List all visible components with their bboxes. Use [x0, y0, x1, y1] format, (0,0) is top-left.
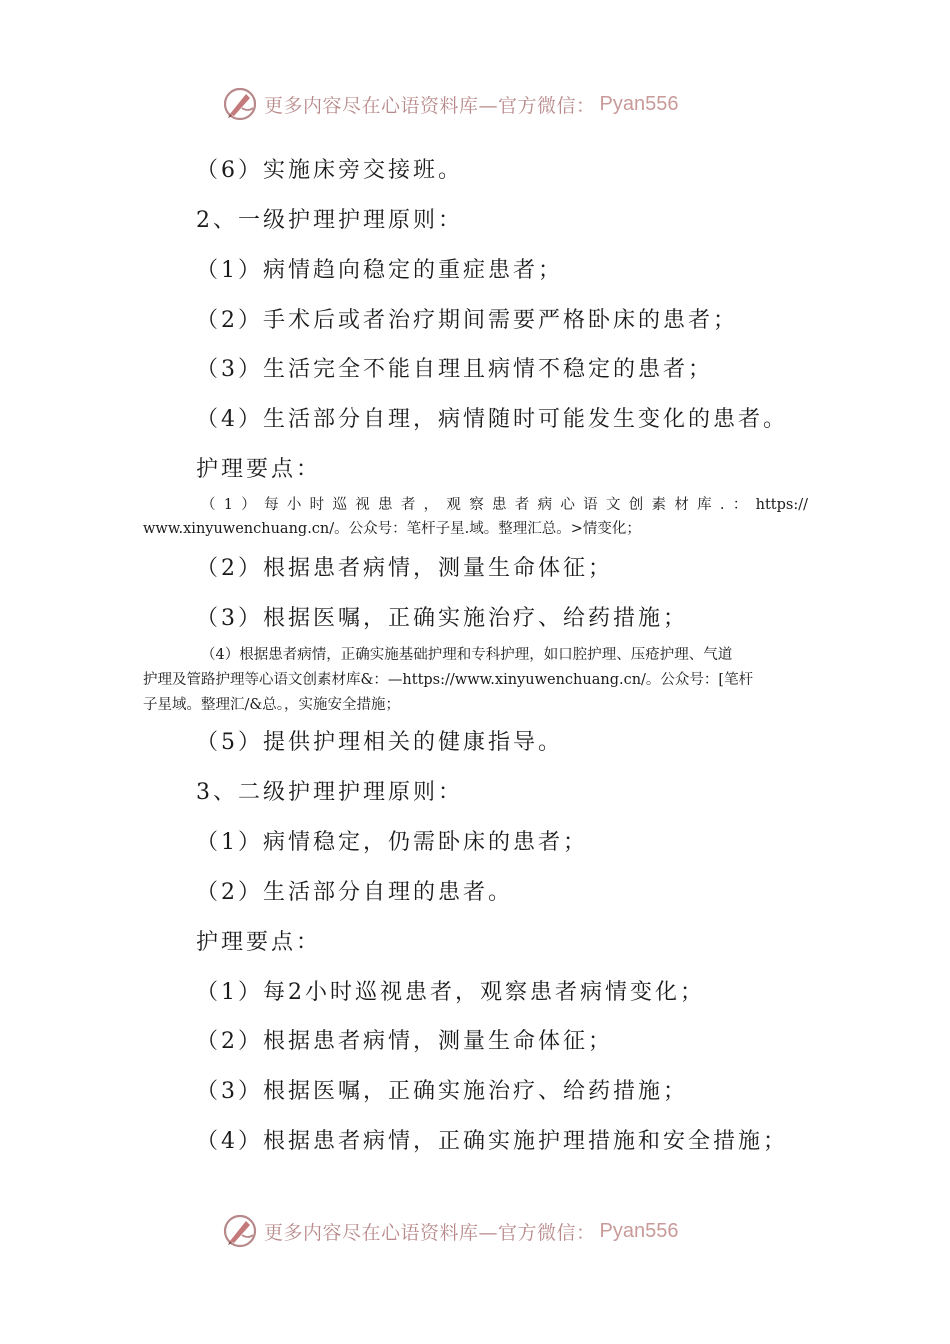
- pen-logo-icon: [222, 1213, 258, 1249]
- text-line: （2）根据患者病情，测量生命体征；: [196, 1029, 613, 1054]
- text-line: （4）根据患者病情，正确实施基础护理和专科护理，如口腔护理、压疮护理、气道: [201, 647, 733, 663]
- text-line: （1）每2小时巡视患者，观察患者病情变化；: [196, 980, 705, 1005]
- subheading: 护理要点：: [196, 930, 322, 955]
- text-line: （1）每小时巡视患者，观察患者病心语文创素材库.：https://: [201, 497, 808, 513]
- text-line: （1）病情趋向稳定的重症患者；: [196, 258, 563, 283]
- watermark-paragraph: [143, 493, 808, 541]
- text-line: （3）根据医嘱，正确实施治疗、给药措施；: [196, 606, 688, 631]
- text-line: （2）生活部分自理的患者。: [196, 880, 513, 905]
- text-line: （2）手术后或者治疗期间需要严格卧床的患者；: [196, 308, 738, 333]
- banner-text: 更多内容尽在心语资料库—官方微信：: [264, 1221, 596, 1244]
- section-heading: 2、一级护理护理原则：: [196, 208, 463, 233]
- section-heading: 3、二级护理护理原则：: [196, 780, 463, 805]
- pen-logo-icon: [222, 86, 258, 122]
- watermark-paragraph: [143, 643, 808, 718]
- text-line: （4）根据患者病情，正确实施护理措施和安全措施；: [196, 1129, 788, 1154]
- text-line: www.xinyuwenchuang.cn/。公众号：笔杆子星.域。整理汇总。>情变化；: [143, 521, 641, 537]
- text-line: （1）病情稳定，仍需卧床的患者；: [196, 830, 588, 855]
- banner-wechat-id: Pyan556: [599, 1219, 679, 1242]
- text-line: 护理及管路护理等心语文创素材库&：—https://www.xinyuwenchuang.cn/。公众号：[笔杆: [143, 672, 754, 688]
- header-banner: [222, 84, 742, 124]
- subheading: 护理要点：: [196, 457, 322, 482]
- text-line: （4）生活部分自理，病情随时可能发生变化的患者。: [196, 407, 788, 432]
- text-line: （3）生活完全不能自理且病情不稳定的患者；: [196, 357, 713, 382]
- footer-banner: [222, 1211, 742, 1251]
- text-line: 子星域。整理汇/&总。，实施安全措施；: [143, 697, 401, 713]
- text-line: （2）根据患者病情，测量生命体征；: [196, 556, 613, 581]
- text-line: （6）实施床旁交接班。: [196, 158, 463, 183]
- text-line: （3）根据医嘱，正确实施治疗、给药措施；: [196, 1079, 688, 1104]
- banner-text: 更多内容尽在心语资料库—官方微信：: [264, 94, 596, 117]
- text-line: （5）提供护理相关的健康指导。: [196, 730, 563, 755]
- banner-wechat-id: Pyan556: [599, 92, 679, 115]
